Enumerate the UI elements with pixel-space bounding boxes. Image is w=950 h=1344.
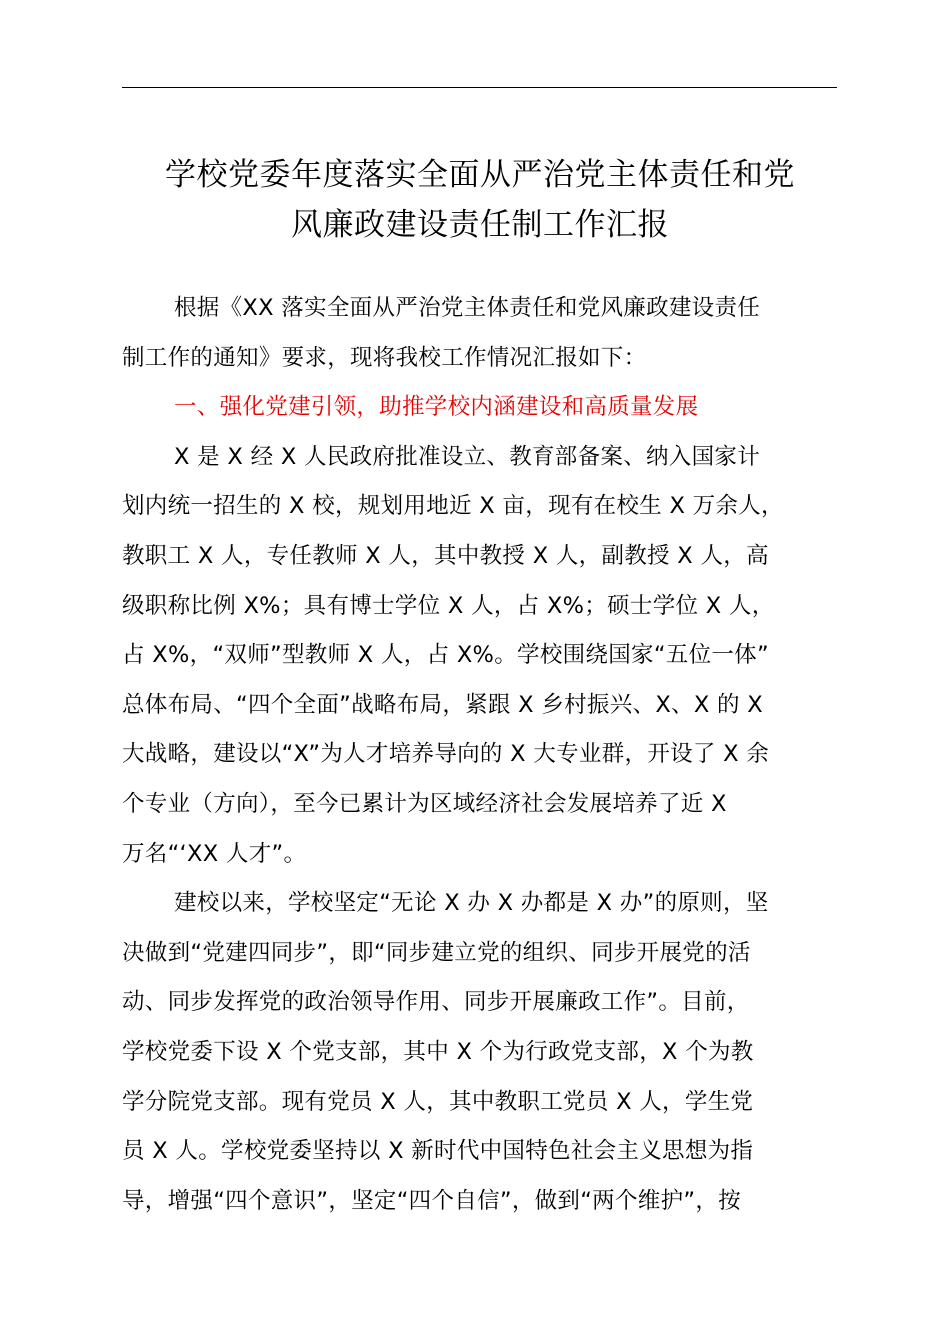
title-line-1: 学校党委年度落实全面从严治党主体责任和党 bbox=[165, 157, 795, 193]
para1-line-7: 大战略，建设以“X”为人才培养导向的 X 大专业群，开设了 X 余 bbox=[122, 741, 770, 768]
para2-line-2: 决做到“党建四同步”，即“同步建立党的组织、同步开展党的活 bbox=[122, 939, 751, 966]
header-rule bbox=[122, 87, 837, 88]
para2-line-6: 员 X 人。学校党委坚持以 X 新时代中国特色社会主义思想为指 bbox=[122, 1138, 754, 1165]
para1-line-4: 级职称比例 X%；具有博士学位 X 人，占 X%；硕士学位 X 人， bbox=[122, 592, 775, 619]
para2-line-7: 导，增强“四个意识”，坚定“四个自信”，做到“两个维护”，按 bbox=[122, 1187, 741, 1214]
section-heading-1: 一、强化党建引领，助推学校内涵建设和高质量发展 bbox=[174, 394, 699, 421]
para1-line-6: 总体布局、“四个全面”战略布局，紧跟 X 乡村振兴、X、X 的 X bbox=[122, 691, 763, 718]
document-title bbox=[100, 150, 860, 250]
para2-line-3: 动、同步发挥党的政治领导作用、同步开展廉政工作”。目前， bbox=[122, 989, 750, 1016]
document-body bbox=[122, 284, 846, 1226]
para1-line-2: 划内统一招生的 X 校，规划用地近 X 亩，现有在校生 X 万余人， bbox=[122, 493, 784, 520]
para2-line-5: 学分院党支部。现有党员 X 人，其中教职工党员 X 人，学生党 bbox=[122, 1088, 754, 1115]
para1-line-8: 个专业（方向），至今已累计为区域经济社会发展培养了近 X bbox=[122, 790, 727, 817]
title-line-2: 风廉政建设责任制工作汇报 bbox=[291, 207, 669, 243]
para1-line-5: 占 X%，“双师”型教师 X 人，占 X%。学校围绕国家“五位一体” bbox=[122, 642, 769, 669]
intro-line-2: 制工作的通知》要求，现将我校工作情况汇报如下： bbox=[122, 344, 647, 371]
para1-line-1: X 是 X 经 X 人民政府批准设立、教育部备案、纳入国家计 bbox=[174, 443, 761, 470]
para1-line-9: 万名“‘XX 人才”。 bbox=[122, 840, 307, 867]
para2-line-4: 学校党委下设 X 个党支部，其中 X 个为行政党支部，X 个为教 bbox=[122, 1038, 754, 1065]
para2-line-1: 建校以来，学校坚定“无论 X 办 X 办都是 X 办”的原则，坚 bbox=[174, 890, 769, 917]
intro-line-1: 根据《XX 落实全面从严治党主体责任和党风廉政建设责任 bbox=[174, 295, 761, 321]
para1-line-3: 教职工 X 人，专任教师 X 人，其中教授 X 人，副教授 X 人，高 bbox=[122, 542, 769, 569]
